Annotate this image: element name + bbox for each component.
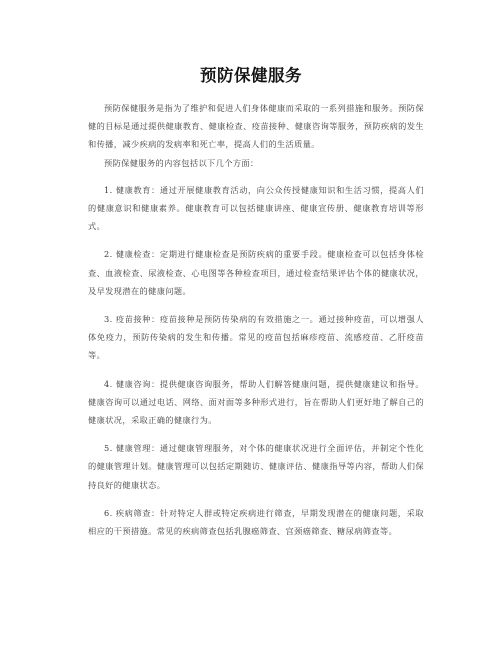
paragraph-health-management: 5. 健康管理：通过健康管理服务，对个体的健康状况进行全面评估，并制定个性化的健康管理计划。健康管理可以包括定期随访、健康评估、健康指导等内容，帮助人们保持良好的健康状态。 bbox=[88, 443, 424, 490]
document-body bbox=[88, 99, 424, 550]
paragraph-health-education: 1. 健康教育：通过开展健康教育活动，向公众传授健康知识和生活习惯，提高人们的健康意识和健康素养。健康教育可以包括健康讲座、健康宣传册、健康教育培训等形式。 bbox=[88, 184, 424, 232]
paragraph-overview: 预防保健服务是指为了维护和促进人们身体健康而采取的一系列措施和服务。预防保健的目标是通过提供健康教育、健康检查、疫苗接种、健康咨询等服务，预防疾病的发生和传播，减少疾病的发病率和死亡率，提高人们的生活质量。 bbox=[88, 103, 424, 150]
paragraph-vaccination: 3. 疫苗接种：疫苗接种是预防传染病的有效措施之一。通过接种疫苗，可以增强人体免疫力，预防传染病的发生和传播。常见的疫苗包括麻疹疫苗、流感疫苗、乙肝疫苗等。 bbox=[88, 314, 424, 361]
paragraph-health-checkup: 2. 健康检查：定期进行健康检查是预防疾病的重要手段。健康检查可以包括身体检查、血液检查、尿液检查、心电图等各种检查项目，通过检查结果评估个体的健康状况，及早发现潜在的健康问题。 bbox=[88, 249, 424, 296]
paragraph-disease-screening: 6. 疾病筛查：针对特定人群或特定疾病进行筛查，早期发现潜在的健康问题，采取相应的干预措施。常见的疾病筛查包括乳腺癌筛查、宫颈癌筛查、糖尿病筛查等。 bbox=[88, 507, 424, 537]
paragraph-health-consultation: 4. 健康咨询：提供健康咨询服务，帮助人们解答健康问题，提供健康建议和指导。健康咨询可以通过电话、网络、面对面等多种形式进行，旨在帮助人们更好地了解自己的健康状况，采取正确的健康行为。 bbox=[88, 378, 424, 426]
document-title: 预防保健服务 bbox=[200, 66, 302, 85]
paragraph-intro: 预防保健服务的内容包括以下几个方面： bbox=[104, 157, 259, 168]
